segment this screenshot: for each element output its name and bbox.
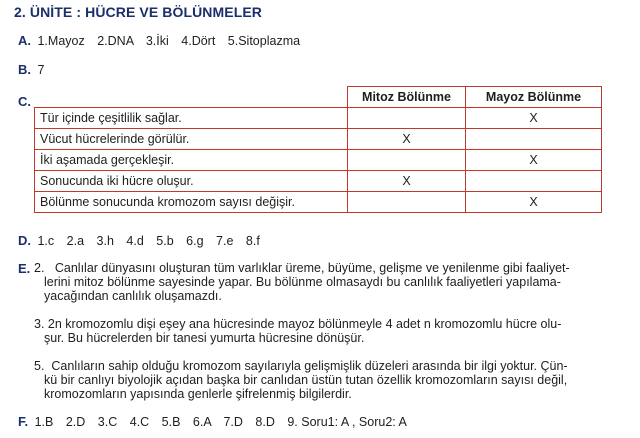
section-d [18, 233, 260, 248]
mitoz-mark [348, 192, 466, 213]
table-row [35, 192, 602, 213]
unit-title: 2. ÜNİTE : HÜCRE VE BÖLÜNMELER [14, 4, 263, 20]
mitoz-mark [348, 108, 466, 129]
section-a-letter: A. [18, 33, 31, 48]
table-row [35, 129, 602, 150]
answer-f-3: 3.C [97, 415, 118, 429]
e-item-2-line-2: lerini mitoz bölünme sayesinde yapar. Bu bölünme olmasaydı bu canlılık faaliyetleri yapılama- [44, 275, 561, 289]
answer-d-5: 5.b [156, 234, 174, 248]
answer-f-7: 7.D [223, 415, 243, 429]
mitoz-mark [348, 150, 466, 171]
e-item-2-number: 2. [34, 261, 45, 275]
answer-d-8: 8.f [245, 234, 260, 248]
answer-f-1: 1.B [34, 415, 54, 429]
section-b [18, 62, 44, 77]
answer-f-2: 2.D [65, 415, 86, 429]
e-item-5-line-3: kromozomların yapısında genlerle şifrelenmiş bilgilerdir. [44, 387, 352, 401]
section-f-letter: F. [18, 414, 29, 429]
row-statement: İki aşamada gerçekleşir. [35, 150, 348, 171]
mayoz-mark: X [466, 192, 602, 213]
e-item-2-line-3: yacağından canlılık oluşamazdı. [44, 289, 222, 303]
e-item-5 [34, 359, 630, 401]
answer-a-2: 2.DNA [97, 34, 134, 48]
row-statement: Tür içinde çeşitlilik sağlar. [35, 108, 348, 129]
header-mayoz: Mayoz Bölünme [466, 87, 602, 108]
header-mitoz: Mitoz Bölünme [348, 87, 466, 108]
e-item-2 [34, 261, 630, 303]
mayoz-mark [466, 171, 602, 192]
e-item-2-line-1: Canlılar dünyasını oluşturan tüm varlıklar üreme, büyüme, gelişme ve yenilenme gibi faaliyet- [54, 261, 570, 275]
mayoz-mark: X [466, 108, 602, 129]
answer-f-9: 9. Soru1: A , Soru2: A [287, 415, 407, 429]
row-statement: Bölünme sonucunda kromozom sayısı değişir. [35, 192, 348, 213]
table-row [35, 150, 602, 171]
section-a [18, 33, 300, 48]
e-item-3 [34, 317, 630, 345]
mayoz-mark: X [466, 150, 602, 171]
row-statement: Sonucunda iki hücre oluşur. [35, 171, 348, 192]
e-item-3-number: 3. [34, 317, 45, 331]
answer-a-3: 3.İki [145, 34, 169, 48]
mayoz-mark [466, 129, 602, 150]
section-c-letter: C. [18, 94, 31, 109]
answer-a-5: 5.Sitoplazma [227, 34, 301, 48]
e-item-3-line-2: şur. Bu hücrelerden bir tanesi yumurta hücresine dönüşür. [44, 331, 365, 345]
answer-d-7: 7.e [216, 234, 234, 248]
table-row [35, 108, 602, 129]
answer-d-4: 4.d [126, 234, 144, 248]
answer-f-4: 4.C [129, 415, 150, 429]
e-item-3-line-1: 2n kromozomlu dişi eşey ana hücresinde mayoz bölünmeyle 4 adet n kromozomlu hücre olu- [47, 317, 562, 331]
answer-a-1: 1.Mayoz [37, 34, 85, 48]
section-d-letter: D. [18, 233, 31, 248]
section-e-letter: E. [18, 261, 31, 276]
table-header-row [35, 87, 602, 108]
mitoz-mark: X [348, 129, 466, 150]
section-f [18, 414, 407, 429]
section-b-letter: B. [18, 62, 31, 77]
mitoz-mark: X [348, 171, 466, 192]
answer-d-1: 1.c [37, 234, 55, 248]
answer-f-6: 6.A [192, 415, 211, 429]
answer-f-8: 8.D [255, 415, 275, 429]
e-item-5-line-1: Canlıların sahip olduğu kromozom sayılarıyla gelişmişlik düzeleri arasında bir ilgi yoktur. Çün- [51, 359, 568, 373]
answer-d-2: 2.a [66, 234, 85, 248]
header-empty-cell [35, 87, 348, 108]
row-statement: Vücut hücrelerinde görülür. [35, 129, 348, 150]
answer-d-3: 3.h [96, 234, 114, 248]
answer-d-6: 6.g [186, 234, 204, 248]
e-item-5-number: 5. [34, 359, 45, 373]
answer-b: 7 [37, 63, 45, 77]
division-comparison-table [34, 86, 602, 213]
answer-a-4: 4.Dört [181, 34, 216, 48]
e-item-5-line-2: kü bir canlıyı biyolojik açıdan başka bir canlıdan üstün tutan özellik kromozomların sayısı değil, [44, 373, 568, 387]
table-row [35, 171, 602, 192]
answer-f-5: 5.B [161, 415, 181, 429]
